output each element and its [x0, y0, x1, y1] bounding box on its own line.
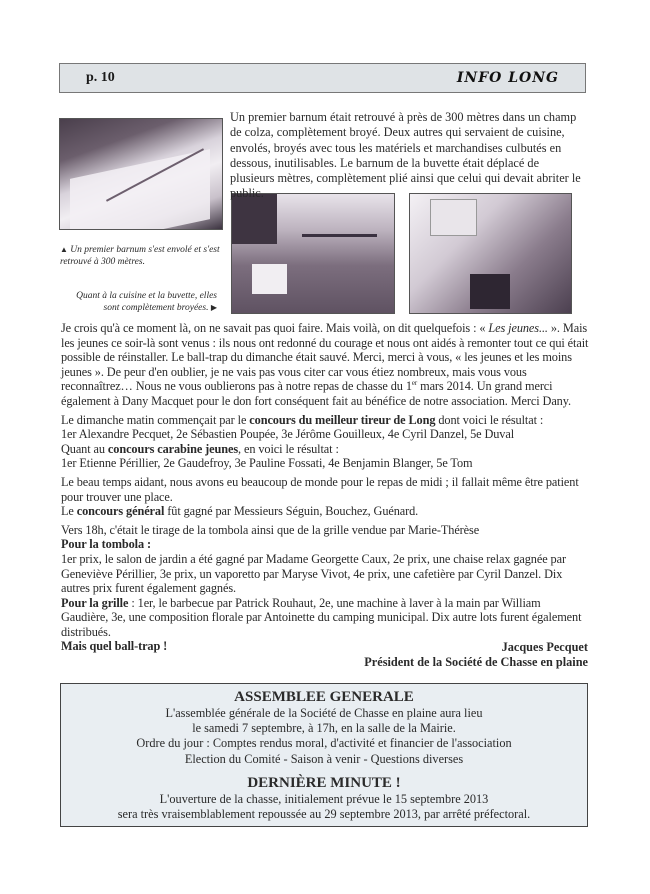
announcement-line: Ordre du jour : Comptes rendus moral, d'activité et financier de l'association	[136, 736, 512, 751]
paragraph-thanks	[61, 321, 589, 409]
publication-title: INFO LONG	[456, 70, 559, 86]
text: Le beau temps aidant, nous avons eu beaucoup de monde pour le repas de midi ; il fallait même être patient pour trouver une place.	[61, 474, 579, 504]
triangle-up-icon: ▲	[60, 245, 68, 254]
bold-text: Pour la grille	[61, 595, 129, 610]
text: dont voici le résultat :	[435, 412, 544, 427]
results-line: 1er Alexandre Pecquet, 2e Sébastien Poupée, 3e Jérôme Gouilleux, 4e Cyril Danzel, 5e Duval	[61, 427, 515, 442]
photo-caption-1	[60, 244, 240, 268]
announcement-line: sera très vraisemblablement repoussée au 29 septembre 2013, par arrêté préfectoral.	[117, 807, 531, 822]
italic-quote: Les jeunes...	[488, 321, 548, 335]
text: Quant au	[61, 441, 108, 456]
derniere-minute-title: DERNIÈRE MINUTE !	[247, 774, 401, 791]
signature-role: Président de la Société de Chasse en plaine	[364, 655, 588, 669]
bold-text: concours carabine jeunes	[107, 441, 239, 456]
results-line: 1er Etienne Périllier, 2e Gaudefroy, 3e Pauline Fossati, 4e Benjamin Blanger, 5e Tom	[61, 456, 473, 471]
triangle-right-icon: ▶	[210, 303, 217, 312]
bold-text: concours général	[76, 504, 165, 519]
barnum-envole-photo	[59, 118, 223, 230]
page-header	[59, 63, 586, 93]
bold-text: :	[144, 537, 151, 552]
text: Je crois qu'à ce moment là, on ne savait pas quoi faire. Mais voilà, on dit quelquefois : «	[61, 321, 489, 335]
paragraph-tombola	[61, 523, 589, 654]
announcement-line: le samedi 7 septembre, à 17h, en la salle de la Mairie.	[192, 721, 456, 736]
text: Vers 18h, c'était le tirage de la tombola ainsi que de la grille vendue par Marie-Thérèse	[61, 522, 480, 537]
announcement-line: L'assemblée générale de la Société de Chasse en plaine aura lieu	[165, 706, 483, 720]
text: Le dimanche matin commençait par le	[61, 412, 250, 427]
announcement-line: Election du Comité - Saison à venir - Questions diverses	[184, 751, 464, 766]
photo-caption-2	[60, 290, 217, 314]
text: mars 2014. Un grand merci également à Dany Macquet pour le don fort conséquent fait au bénéfice de notre association. Merci Dany.	[61, 379, 571, 408]
announcement-box	[60, 683, 588, 827]
text: 1er prix, le salon de jardin a été gagné par Madame Georgette Caux, 2e prix, une chaise relax gagnée par Geneviève Périllier, 3e prix, un vaporetto par Maryse Vivot, 4e prix, une cafetière par Cyril Danzel. Dix autres prix furent également gagnés.	[61, 551, 566, 596]
announcement-line: L'ouverture de la chasse, initialement prévue le 15 septembre 2013	[159, 791, 489, 806]
caption-text: Un premier barnum s'est envolé et s'est retrouvé à 300 mètres.	[60, 245, 220, 267]
assemblee-title: ASSEMBLEE GENERALE	[234, 689, 414, 705]
paragraph-results	[61, 413, 589, 471]
text: , en voici le résultat :	[238, 441, 339, 456]
buvette-photo	[409, 193, 572, 314]
signature	[364, 640, 588, 670]
intro-paragraph: Un premier barnum était retrouvé à près de 300 mètres dans un champ de colza, complètement broyé. Deux autres qui servaient de cuisine, envolés, broyés avec tous les matériels et marchandises culbutés en dessous, inutilisables. Le barnum de la buvette était déplacé de plusieurs mètres, complètement plié ainsi que celui qui devait abriter le public.	[230, 110, 581, 201]
bold-text: concours du meilleur tireur de Long	[249, 412, 436, 427]
superscript: er	[411, 379, 418, 388]
bold-text: Pour la tombola	[61, 537, 144, 552]
signature-name: Jacques Pecquet	[501, 640, 588, 654]
text: ». Mais les jeunes ce soir-là sont venus : ils nous ont redonné du courage et nous ont aidés à remonter tout ce qui était possible de réinstaller. Le ball-trap du dimanche était sauvé. Merci, merci à vous, « les jeunes et les moins jeunes ». De peur d'en oublier, je ne vais pas vous citer car vous étiez nombreux, mais vous vous reconnaîtrez… Nous ne vous oublierons pas à notre repas de chasse du 1	[61, 321, 589, 394]
cuisine-photo	[231, 193, 395, 314]
text: fût gagné par Messieurs Séguin, Bouchez, Guénard.	[164, 504, 419, 519]
paragraph-lunch	[61, 475, 589, 519]
article-body	[61, 321, 589, 658]
page-number: p. 10	[86, 70, 115, 85]
caption-text: Quant à la cuisine et la buvette, elles sont complètement broyées.	[76, 291, 217, 313]
text: Le	[61, 504, 77, 519]
text: : 1er, le barbecue par Patrick Rouhaut, 2e, une machine à laver à la main par William Gaudière, 3e, une composition florale par Antoinette du camping municipal. Dix autre lots furent également distribués.	[61, 595, 582, 639]
bold-text: Mais quel ball-trap !	[61, 639, 168, 654]
